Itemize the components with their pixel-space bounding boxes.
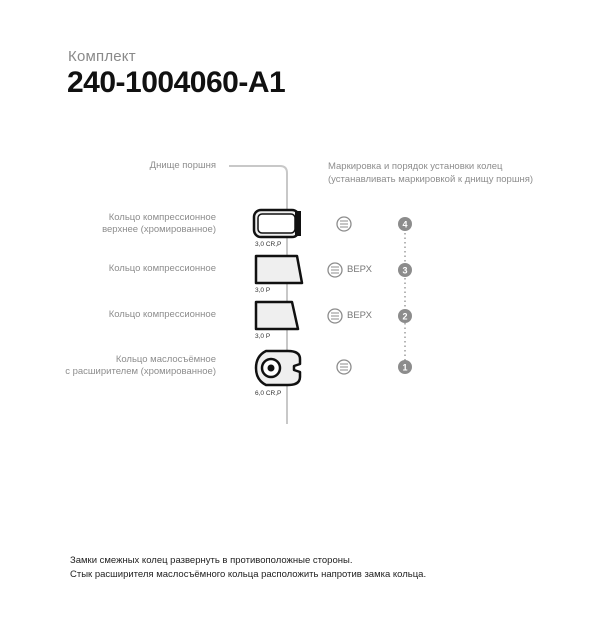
ring-size-label: 3,0 P [255,287,271,294]
ring-label-line: с расширителем (хромированное) [65,366,216,377]
ring-label-line: верхнее (хромированное) [102,224,216,235]
ring-marking-text: ВЕРХ [347,264,372,275]
ring-label-line: Кольцо компрессионное [108,263,216,274]
marking-header-line1: Маркировка и порядок установки колец [328,161,503,172]
ring-label-compression-2 [109,263,216,275]
part-number: 240-1004060-A1 [67,66,286,99]
piston-crown-label: Днище поршня [149,160,216,171]
svg-text:3: 3 [402,265,408,276]
installation-notes [70,554,426,581]
ring-label-compression-3 [109,309,216,321]
ring-label-line: Кольцо компрессионное [108,212,216,223]
ring-label-line: Кольцо компрессионное [108,309,216,320]
ring-mark-icon [328,309,342,323]
ring-label-top-compression [102,212,216,236]
svg-text:2: 2 [402,311,408,322]
ring-marking-text: ВЕРХ [347,310,372,321]
ring-profile-top-compression [254,210,301,237]
ring-mark-icon [328,263,342,277]
ring-profile-compression-2 [256,256,302,283]
ring-label-oil-control [65,354,216,378]
ring-mark-icon [337,360,351,374]
ring-profile-oil-control [256,351,300,385]
order-badge-1 [398,360,412,374]
svg-text:4: 4 [402,219,408,230]
ring-label-line: Кольцо маслосъёмное [115,354,216,365]
order-badge-4 [398,217,412,231]
note-line-2: Стык расширителя маслосъёмного кольца расположить напротив замка кольца. [70,568,427,580]
ring-profile-compression-3 [256,302,298,329]
marking-header [328,161,533,186]
kit-label: Комплект [68,48,136,65]
note-line-1: Замки смежных колец развернуть в противоположные стороны. [70,555,353,566]
ring-size-label: 3,0 CR,P [255,241,282,248]
marking-header-line2: (устанавливать маркировкой к днищу поршня) [328,173,534,185]
ring-size-label: 3,0 P [255,333,271,340]
ring-size-label: 6,0 CR,P [255,390,282,397]
svg-text:1: 1 [402,362,408,373]
order-badge-3 [398,263,412,277]
order-badge-2 [398,309,412,323]
ring-mark-icon [337,217,351,231]
